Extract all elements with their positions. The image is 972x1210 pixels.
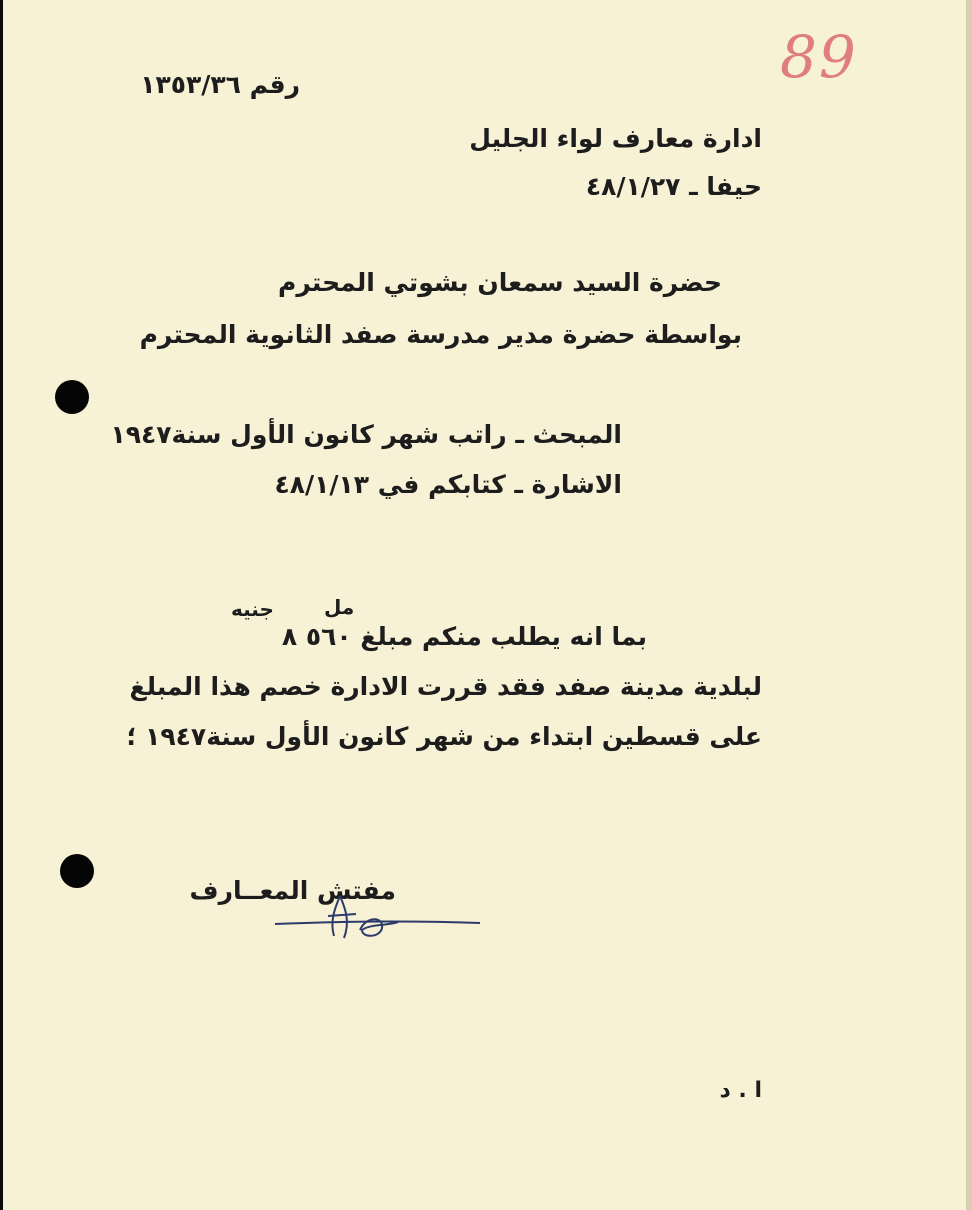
initials: ا . د [719,1078,762,1103]
reference-number: رقم ١٣٥٣/٣٦ [140,70,300,99]
punch-hole [60,854,94,888]
folio-number: 89 [780,23,858,91]
subject-line: المبحث ـ راتب شهر كانون الأول سنة١٩٤٧ [110,420,622,449]
scan-edge-left [0,0,3,1210]
handwritten-signature [270,886,490,946]
body-line-3: على قسطين ابتداء من شهر كانون الأول سنة١٩٤٧ ؛ [126,722,762,751]
amount-unit-pound: جنيه [231,597,274,621]
reference-line: الاشارة ـ كتابكم في ٤٨/١/١٣ [274,470,622,499]
addressee-line: حضرة السيد سمعان بشوتي المحترم [278,268,722,297]
department-name: ادارة معارف لواء الجليل [469,124,762,153]
punch-hole [55,380,89,414]
amount-unit-mil: مل [324,595,355,619]
signatory-title: مفتش المعــارف [189,876,396,905]
addressee-via-line: بواسطة حضرة مدير مدرسة صفد الثانوية المحترم [139,320,742,349]
body-line-2: لبلدية مدينة صفد فقد قررت الادارة خصم هذا المبلغ [129,672,762,701]
body-line-1: بما انه يطلب منكم مبلغ ٥٦٠ ٨ [281,622,647,651]
scan-edge-right [966,0,972,1210]
place-date: حيفا ـ ٤٨/١/٢٧ [585,172,762,201]
